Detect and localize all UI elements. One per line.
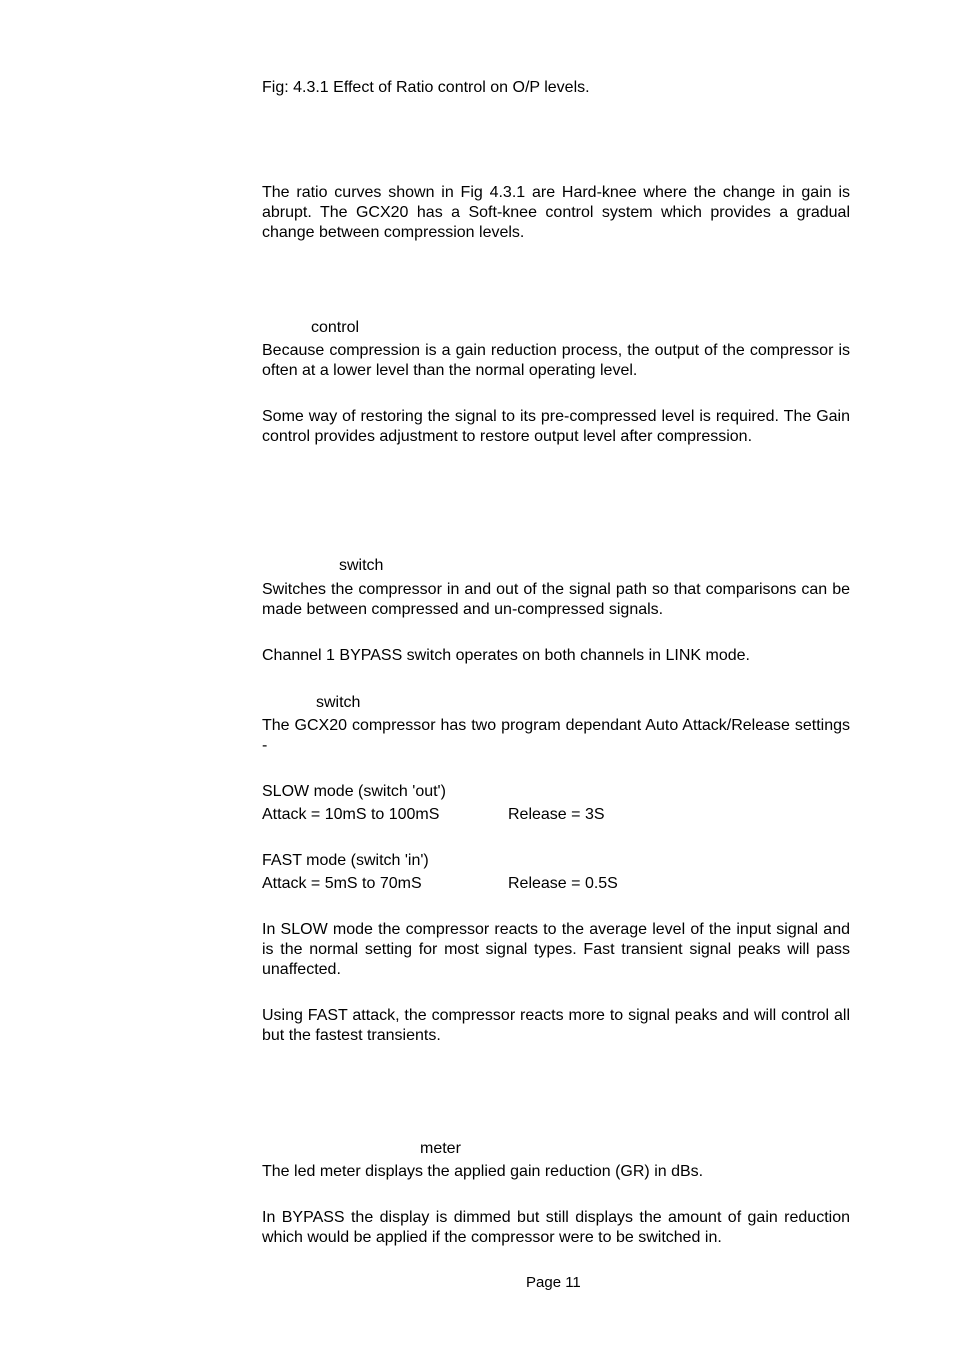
fast-mode-settings — [262, 874, 618, 894]
fast-intro: The GCX20 compressor has two program dependant Auto Attack/Release settings - — [262, 717, 850, 754]
fast-attack: Attack = 5mS to 70mS — [262, 875, 422, 892]
fast-mode-paragraph: Using FAST attack, the compressor reacts more to signal peaks and will control all but the fastest transients. — [262, 1007, 850, 1044]
meter-paragraph-1: The led meter displays the applied gain reduction (GR) in dBs. — [262, 1163, 704, 1180]
fast-mode-label: FAST mode (switch 'in') — [262, 852, 429, 869]
slow-attack: Attack = 10mS to 100mS — [262, 806, 440, 823]
gain-paragraph-2: Some way of restoring the signal to its pre-compressed level is required. The Gain control provides adjustment to restore output level after compression. — [262, 408, 850, 445]
slow-release: Release = 3S — [508, 806, 605, 823]
gain-paragraph-1: Because compression is a gain reduction process, the output of the compressor is often at a lower level than the normal operating level. — [262, 342, 850, 379]
fast-switch-heading: switch — [316, 694, 361, 711]
gain-control-heading: control — [311, 319, 360, 336]
meter-paragraph-2: In BYPASS the display is dimmed but still displays the amount of gain reduction which would be applied if the compressor were to be switched in. — [262, 1209, 850, 1246]
slow-mode-paragraph: In SLOW mode the compressor reacts to the average level of the input signal and is the normal setting for most signal types. Fast transient signal peaks will pass unaffected. — [262, 921, 850, 978]
slow-mode-settings — [262, 805, 605, 825]
bypass-paragraph-2: Channel 1 BYPASS switch operates on both channels in LINK mode. — [262, 647, 750, 664]
figure-caption: Fig: 4.3.1 Effect of Ratio control on O/P levels. — [262, 79, 590, 96]
page-number: Page 11 — [526, 1274, 581, 1291]
fast-release: Release = 0.5S — [508, 875, 618, 892]
bypass-switch-heading: switch — [339, 557, 384, 574]
bypass-paragraph-1: Switches the compressor in and out of the signal path so that comparisons can be made between compressed and un-compressed signals. — [262, 581, 850, 618]
slow-mode-label: SLOW mode (switch 'out') — [262, 783, 446, 800]
gr-meter-heading: meter — [420, 1140, 461, 1157]
ratio-paragraph: The ratio curves shown in Fig 4.3.1 are Hard-knee where the change in gain is abrupt. The GCX20 has a Soft-knee control system which provides a gradual change between compression levels. — [262, 184, 850, 241]
